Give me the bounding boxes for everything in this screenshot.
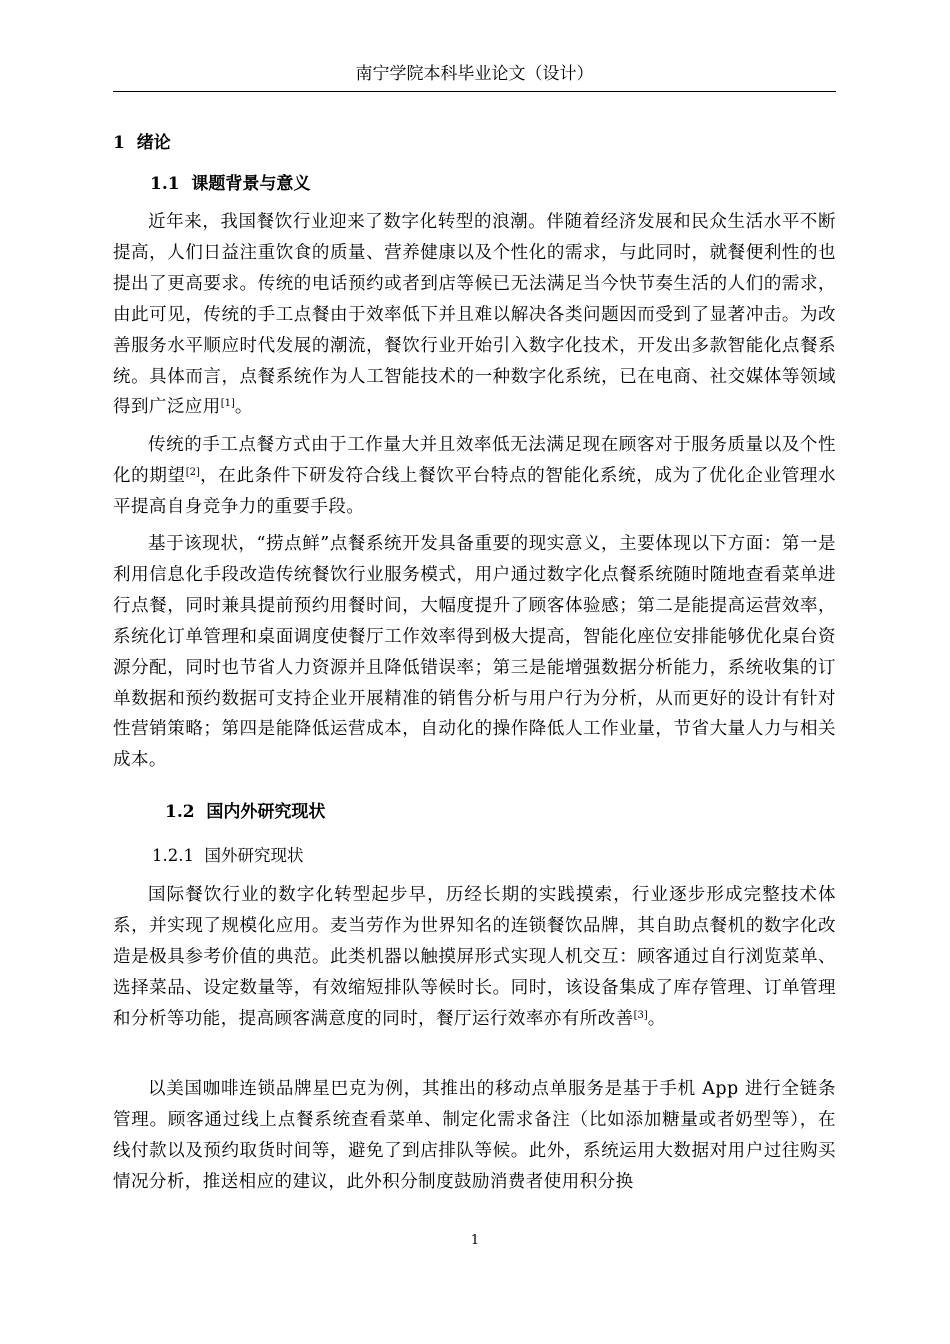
subsection-heading-1-2-1 — [152, 843, 303, 869]
section-heading-1-1 — [150, 171, 310, 197]
section-number: 1.2 — [165, 802, 195, 822]
page-header: 南宁学院本科毕业论文（设计） — [113, 62, 836, 92]
paragraph-significance: 基于该现状，“捞点鲜”点餐系统开发具备重要的现实意义，主要体现以下方面：第一是利用信息化手段改造传统餐饮行业服务模式，用户通过数字化点餐系统随时随地查看菜单进行点餐，同时兼具提前预约用餐时间，大幅度提升了顾客体验感；第二是能提高运营效率，系统化订单管理和桌面调度使餐厅工作效率得到极大提高，智能化座位安排能够优化桌台资源分配，同时也节省人力资源并且降低错误率；第三是能增强数据分析能力，系统收集的订单数据和预约数据可支持企业开展精准的销售分析与用户行为分析，从而更好的设计有针对性营销策略；第四是能降低运营成本，自动化的操作降低人工作业量，节省大量人力与相关成本。 — [113, 534, 836, 771]
paragraph-starbucks: 以美国咖啡连锁品牌星巴克为例，其推出的移动点单服务是基于手机 App 进行全链条管理。顾客通过线上点餐系统查看菜单、制定化需求备注（比如添加糖量或者奶型等），在线付款以及预约取货时间等，避免了到店排队等候。此外，系统运用大数据对用户过往购买情况分析，推送相应的建议，此外积分制度鼓励消费者使用积分换 — [113, 1079, 836, 1192]
paragraph-background: 近年来，我国餐饮行业迎来了数字化转型的浪潮。伴随着经济发展和民众生活水平不断提高，人们日益注重饮食的质量、营养健康以及个性化的需求，与此同时，就餐便利性的也提出了更高要求。传统的电话预约或者到店等候已无法满足当今快节奏生活的人们的需求，由此可见，传统的手工点餐由于效率低下并且难以解决各类问题因而受到了显著冲击。为改善服务水平顺应时代发展的潮流，餐饮行业开始引入数字化技术，开发出多款智能化点餐系统。具体而言，点餐系统作为人工智能技术的一种数字化系统，已在电商、社交媒体等领域得到广泛应用[1]。 — [113, 212, 836, 418]
section-title: 国内外研究现状 — [206, 802, 326, 822]
section-title: 课题背景与意义 — [191, 174, 311, 194]
paragraph-foreign-research: 国际餐饮行业的数字化转型起步早，历经长期的实践摸索，行业逐步形成完整技术体系，并实现了规模化应用。麦当劳作为世界知名的连锁餐饮品牌，其自助点餐机的数字化改造是极具参考价值的典范。此类机器以触摸屏形式实现人机交互：顾客通过自行浏览菜单、选择菜品、设定数量等，有效缩短排队等候时长。同时，该设备集成了库存管理、订单管理和分析等功能，提高顾客满意度的同时，餐厅运行效率亦有所改善[3]。 — [113, 885, 836, 1029]
chapter-heading — [113, 130, 171, 156]
chapter-title: 绪论 — [136, 133, 171, 153]
section-number: 1.1 — [150, 174, 180, 194]
citation-ref: [2] — [185, 466, 200, 478]
citation-ref: [3] — [633, 1009, 648, 1021]
chapter-number: 1 — [113, 133, 125, 153]
subsection-number: 1.2.1 — [152, 846, 194, 865]
citation-ref: [1] — [220, 398, 235, 410]
page-number: 1 — [470, 1233, 480, 1248]
paragraph-traditional-ordering: 传统的手工点餐方式由于工作量大并且效率低无法满足现在顾客对于服务质量以及个性化的期望[2]，在此条件下研发符合线上餐饮平台特点的智能化系统，成为了优化企业管理水平提高自身竞争力的重要手段。 — [113, 435, 836, 517]
section-heading-1-2 — [165, 799, 325, 825]
subsection-title: 国外研究现状 — [204, 846, 304, 865]
